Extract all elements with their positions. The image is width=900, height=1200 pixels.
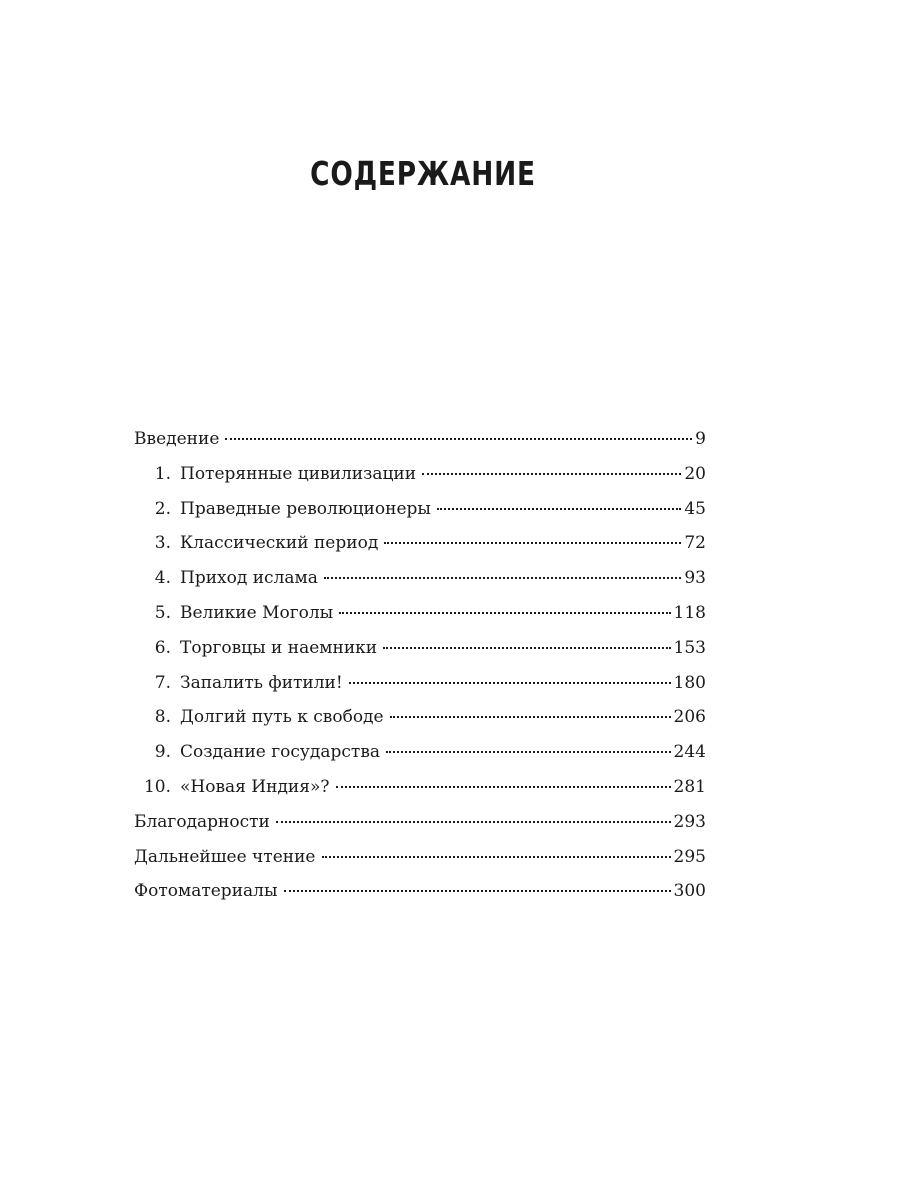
entry-number: 4. [154,568,171,589]
dot-leader [390,716,671,718]
entry-page-number: 244 [673,742,706,763]
entry-page-number: 300 [673,881,706,902]
entry-number: 7. [154,672,171,693]
dot-leader [284,890,671,892]
toc-entry-chapter-9 [134,739,706,774]
entry-number: 1. [154,463,171,484]
toc-entry-chapter-1 [134,461,706,496]
dot-leader [276,821,671,823]
toc-entry-further-reading [134,844,706,879]
dot-leader [384,542,681,544]
toc-entry-chapter-3 [134,530,706,565]
toc-entry-chapter-4 [134,565,706,600]
toc-entry-chapter-2 [134,496,706,531]
dot-leader [349,682,671,684]
entry-page-number: 118 [673,602,706,623]
dot-leader [383,647,670,649]
dot-leader [437,508,681,510]
entry-page-number: 293 [673,811,706,832]
entry-number: 10. [143,776,171,797]
entry-page-number: 93 [684,568,706,589]
toc-entry-chapter-7 [134,670,706,705]
toc-entry-chapter-10 [134,774,706,809]
entry-number: 6. [154,637,171,658]
toc-entry-acknowledgements [134,809,706,844]
entry-number: 8. [154,707,171,728]
entry-title: Запалить фитили! [180,672,343,693]
dot-leader [339,612,670,614]
entry-number: 2. [154,498,171,519]
entry-page-number: 281 [673,776,706,797]
toc-entry-chapter-8 [134,704,706,739]
dot-leader [324,577,681,579]
entry-title: Праведные революционеры [180,498,431,519]
entry-title: Классический период [180,533,379,554]
entry-number: 5. [154,602,171,623]
entry-title: «Новая Индия»? [180,776,330,797]
page-title: СОДЕРЖАНИЕ [310,154,536,194]
entry-title: Фотоматериалы [134,881,278,902]
entry-title: Великие Моголы [180,602,334,623]
table-of-contents [134,426,706,913]
toc-entry-chapter-6 [134,635,706,670]
entry-title: Дальнейшее чтение [134,846,316,867]
entry-page-number: 180 [673,672,706,693]
entry-number: 9. [154,742,171,763]
dot-leader [336,786,671,788]
entry-page-number: 45 [684,498,706,519]
entry-title: Торговцы и наемники [180,637,378,658]
entry-number: 3. [154,533,171,554]
toc-entry-photo-materials [134,878,706,913]
entry-title: Создание государства [180,742,381,763]
entry-title: Приход ислама [180,568,318,589]
dot-leader [225,438,692,440]
dot-leader [322,856,671,858]
entry-title: Введение [134,429,220,449]
entry-title: Долгий путь к свободе [180,707,384,728]
toc-entry-introduction [134,426,706,461]
toc-entry-chapter-5 [134,600,706,635]
entry-page-number: 72 [684,533,706,554]
dot-leader [386,751,671,753]
dot-leader [422,473,681,475]
entry-page-number: 206 [673,707,706,728]
entry-page-number: 9 [695,429,706,449]
entry-page-number: 20 [684,463,706,484]
entry-title: Благодарности [134,811,270,832]
entry-page-number: 153 [673,637,706,658]
entry-page-number: 295 [673,846,706,867]
entry-title: Потерянные цивилизации [180,463,417,484]
